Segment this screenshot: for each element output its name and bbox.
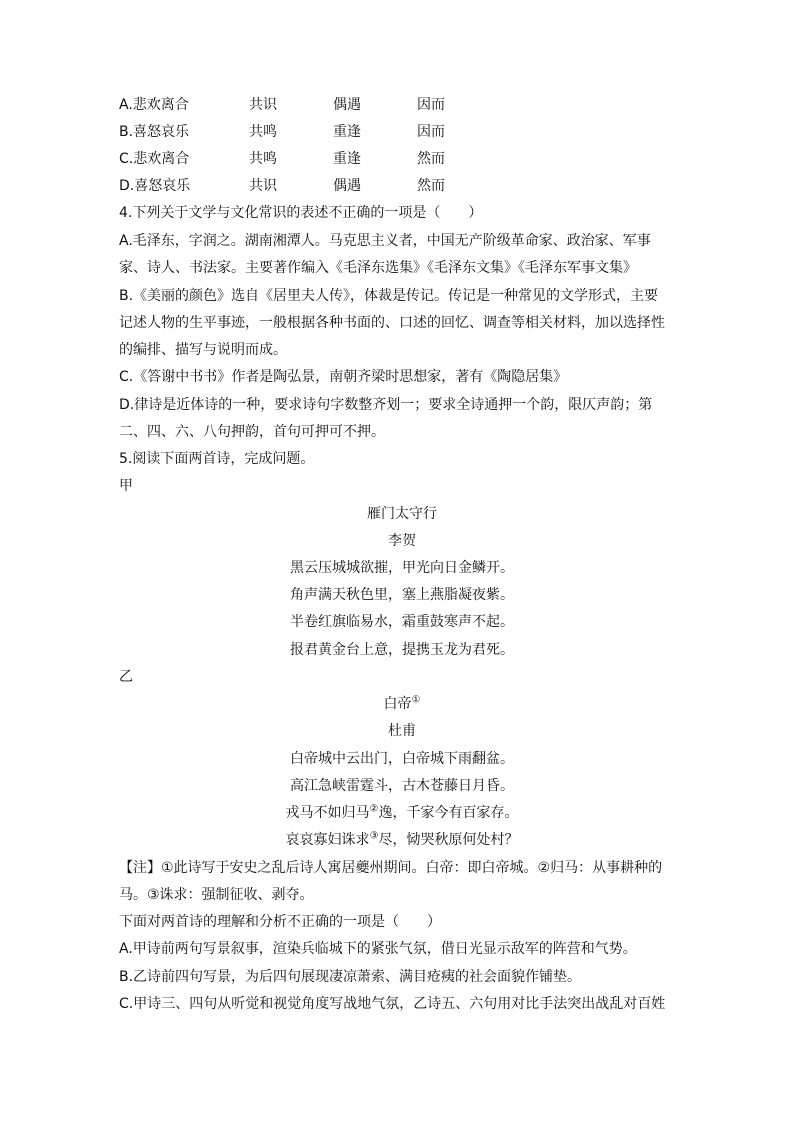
option-word: 共鸣 — [249, 151, 277, 167]
option-word: 偶遇 — [333, 178, 361, 194]
option-word: 因而 — [417, 97, 445, 113]
q5-stem: 5.阅读下面两首诗，完成问题。 — [119, 451, 315, 467]
footnote-mark: ① — [411, 694, 421, 706]
q4-option-a-cont: 家、诗人、书法家。主要著作编入《毛泽东选集》《毛泽东文集》《毛泽东军事文集》 — [119, 260, 637, 276]
q4-option-d: D.律诗是近体诗的一种，要求诗句字数整齐划一；要求全诗通押一个韵，限仄声韵；第 — [119, 397, 653, 413]
poem2-line-text: 戎马不如归马 — [285, 805, 370, 821]
q4-option-c: C.《答谢中书书》作者是陶弘景，南朝齐梁时思想家，著有《陶隐居集》 — [119, 369, 568, 385]
poem-note-cont: 马。③诛求：强制征收、剥夺。 — [119, 887, 314, 903]
poem2-author: 杜甫 — [388, 723, 416, 739]
q5-option-a: A.甲诗前两句写景叙事，渲染兵临城下的紧张气氛，借日光显示敌军的阵营和气势。 — [119, 941, 637, 957]
poem2-title-text: 白帝 — [383, 696, 412, 712]
poem2-line: 高江急峡雷霆斗，古木苍藤日月昏。 — [290, 778, 514, 794]
option-label: C.悲欢离合 — [119, 151, 190, 167]
poem2-line: 白帝城中云出门，白帝城下雨翻盆。 — [290, 751, 514, 767]
footnote-mark: ② — [369, 803, 379, 815]
poem1-author: 李贺 — [388, 533, 416, 549]
q5-question: 下面对两首诗的理解和分析不正确的一项是（ ） — [119, 914, 441, 930]
poem2-title — [119, 694, 685, 714]
q4-option-a: A.毛泽东，字润之。湖南湘潭人。马克思主义者，中国无产阶级革命家、政治家、军事 — [119, 233, 651, 249]
poem2-line-text: 哀哀寡妇诛求 — [285, 832, 370, 848]
q4-option-b-cont: 记述人物的生平事迹，一般根据各种书面的、口述的回忆、调查等相关材料，加以选择性 — [119, 315, 665, 331]
option-word: 因而 — [417, 124, 445, 140]
option-word: 重逢 — [333, 151, 361, 167]
option-word: 共鸣 — [249, 124, 277, 140]
poem1-line: 半卷红旗临易水，霜重鼓寒声不起。 — [290, 614, 514, 630]
footnote-mark: ③ — [369, 830, 379, 842]
poem2-line — [119, 803, 685, 823]
option-label: B.喜怒哀乐 — [119, 124, 190, 140]
q4-option-b-cont: 的编排、描写与说明而成。 — [119, 342, 287, 358]
q5-option-b: B.乙诗前四句写景，为后四句展现凄凉萧索、满目疮痍的社会面貌作铺垫。 — [119, 969, 582, 985]
option-word: 然而 — [417, 151, 445, 167]
poem2-line-text: 尽，恸哭秋原何处村？ — [378, 832, 519, 848]
poem-note: 【注】①此诗写于安史之乱后诗人寓居夔州期间。白帝：即白帝城。②归马：从事耕种的 — [119, 860, 663, 876]
poem2-line — [119, 830, 685, 850]
poem1-line: 角声满天秋色里，塞上燕脂凝夜紫。 — [290, 587, 514, 603]
q4-option-b: B.《美丽的颜色》选自《居里夫人传》，体裁是传记。传记是一种常见的文学形式，主要 — [119, 288, 659, 304]
q5-option-c: C.甲诗三、四句从听觉和视觉角度写战地气氛，乙诗五、六句用对比手法突出战乱对百姓 — [119, 996, 666, 1012]
poem2-line-text: 逸，千家今有百家存。 — [378, 805, 519, 821]
option-word: 重逢 — [333, 124, 361, 140]
q4-stem: 4.下列关于文学与文化常识的表述不正确的一项是（ ） — [119, 205, 483, 221]
option-word: 然而 — [417, 178, 445, 194]
option-word: 偶遇 — [333, 97, 361, 113]
poem1-line: 黑云压城城欲摧，甲光向日金鳞开。 — [290, 560, 514, 576]
poem1-title: 雁门太守行 — [367, 506, 437, 522]
option-word: 共识 — [249, 178, 277, 194]
poem1-line: 报君黄金台上意，提携玉龙为君死。 — [290, 642, 514, 658]
option-word: 共识 — [249, 97, 277, 113]
q4-option-d-cont: 二、四、六、八句押韵，首句可押可不押。 — [119, 424, 385, 440]
poem-label-jia: 甲 — [119, 478, 133, 494]
option-label: D.喜怒哀乐 — [119, 178, 191, 194]
poem-label-yi: 乙 — [119, 669, 133, 685]
option-label: A.悲欢离合 — [119, 97, 189, 113]
